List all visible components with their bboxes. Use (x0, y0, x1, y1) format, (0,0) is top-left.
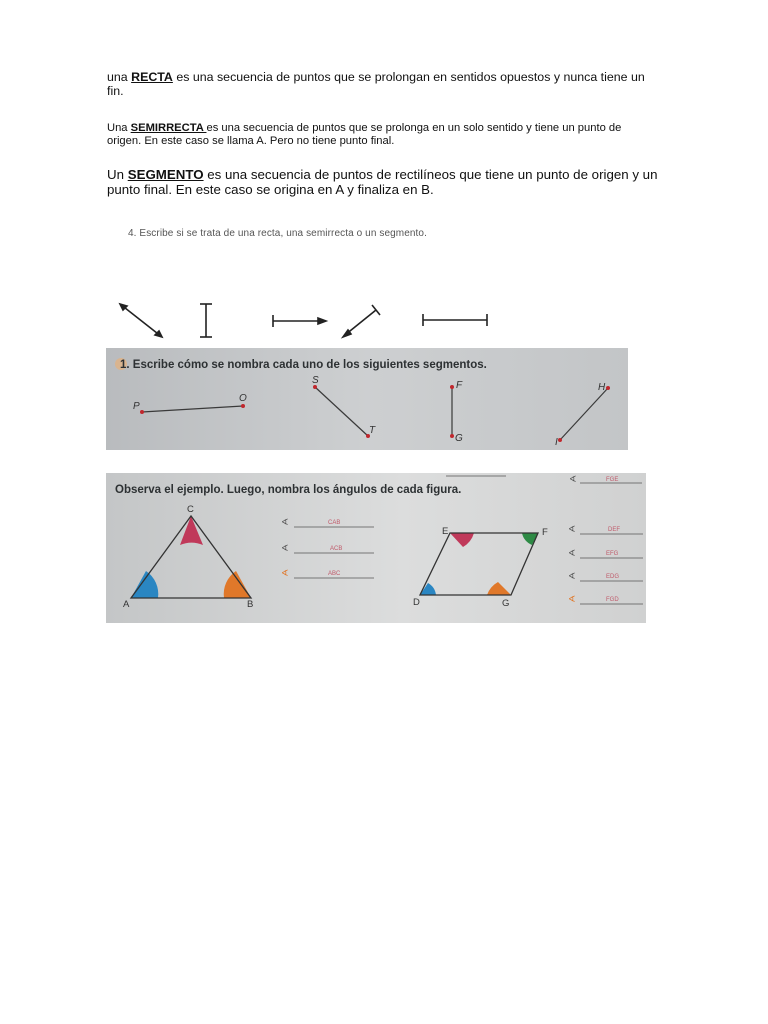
point-label-g: G (455, 433, 463, 444)
semirrecta-term: SEMIRRECTA (130, 122, 207, 134)
exercise1-photo (106, 348, 628, 450)
vertex-g: G (502, 598, 510, 609)
triangle-angle-symbol-2: ∢ (281, 543, 289, 553)
angles-instruction: Observa el ejemplo. Luego, nombra los ángulos de cada figura. (115, 484, 462, 496)
point-label-h: H (598, 382, 606, 393)
point-label-p: P (133, 401, 140, 412)
point-label-t: T (369, 425, 376, 436)
top-answer: FGE (606, 477, 619, 483)
para-answer-1: DEF (608, 527, 620, 533)
figure-semirrecta (273, 315, 326, 327)
angles-photo (106, 473, 646, 623)
top-angle-symbol: ∢ (569, 474, 577, 484)
para-answer-4: FGD (606, 597, 619, 603)
exercise4-instruction: 4. Escribe si se trata de una recta, una semirrecta o un segmento. (128, 228, 427, 239)
triangle-answer-2: ACB (330, 546, 343, 552)
recta-definition (107, 71, 647, 99)
point-label-o: O (239, 393, 247, 404)
segmento-post: es una secuencia de puntos de rectilíneos que tiene un punto de origen y un punto final. En este caso se origina en A y finaliza en B. (107, 167, 658, 197)
triangle-angle-symbol-1: ∢ (281, 517, 289, 527)
vertex-f: F (542, 527, 548, 538)
recta-pre: una (107, 70, 132, 84)
exercise1-instruction: 1. Escribe cómo se nombra cada uno de los siguientes segmentos. (120, 359, 487, 371)
semirrecta-definition (107, 122, 647, 148)
para-angle-symbol-3: ∢ (568, 571, 576, 581)
vertex-c: C (187, 504, 194, 515)
para-answer-2: EFG (606, 551, 619, 557)
semirrecta-post: es una secuencia de puntos que se prolonga en un solo sentido y tiene un punto de origen. En este caso se llama A. Pero no tiene punto final. (107, 122, 622, 148)
segmento-term: SEGMENTO (127, 167, 204, 182)
point-label-s: S (312, 375, 319, 386)
figure-recta (120, 304, 162, 337)
triangle-answer-1: CAB (328, 520, 341, 526)
point-label-i: I (555, 437, 558, 448)
vertex-b: B (247, 599, 254, 610)
figure-segment (423, 314, 487, 326)
semirrecta-pre: Una (107, 122, 131, 134)
para-angle-symbol-2: ∢ (568, 548, 576, 558)
figure-semirrecta-diagonal (343, 305, 380, 337)
vertex-a: A (123, 599, 130, 610)
segmento-definition (107, 168, 667, 198)
para-angle-symbol-1: ∢ (568, 524, 576, 534)
vertex-d: D (413, 597, 420, 608)
point-label-f: F (456, 380, 463, 391)
triangle-answer-3: ABC (328, 571, 341, 577)
para-answer-3: EDG (606, 574, 620, 580)
triangle-angle-symbol-3: ∢ (281, 568, 289, 578)
recta-term: RECTA (131, 70, 173, 84)
para-angle-symbol-4: ∢ (568, 594, 576, 604)
figure-vertical-segment (200, 304, 212, 337)
line-figures (110, 295, 500, 345)
segmento-pre: Un (107, 167, 128, 182)
vertex-e: E (442, 526, 449, 537)
recta-post: es una secuencia de puntos que se prolongan en sentidos opuestos y nunca tiene un fin. (107, 70, 645, 98)
